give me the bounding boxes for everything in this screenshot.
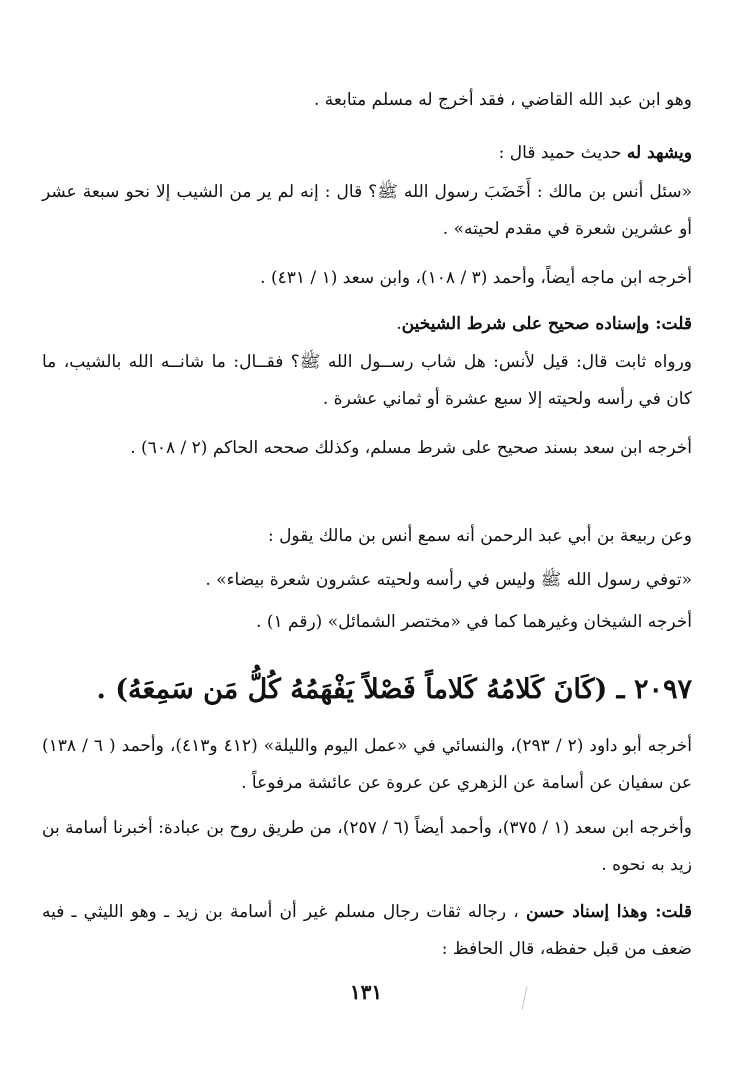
paragraph-9: «توفي رسول الله ﷺ وليس في رأسه ولحيته عشرون شعرة بيضاء» . (205, 570, 692, 590)
paragraph-1: وهو ابن عبد الله القاضي ، فقد أخرج له مسلم متابعة . (313, 90, 692, 110)
page-number: ١٣١ (349, 980, 383, 1004)
paragraph-12: وأخرجه ابن سعد (١ / ٣٧٥)، وأحمد أيضاً (٦ / ٢٥٧)، من طريق روح بن عبادة: أخبرنا أسامة بن زيد به نحوه . (42, 818, 692, 875)
paragraph-2: ويشهد له حديث حميد قال : (498, 143, 692, 163)
paragraph-4: أخرجه ابن ماجه أيضاً، وأحمد (٣ / ١٠٨)، وابن سعد (١ / ٤٣١) . (260, 268, 692, 288)
paragraph-10: أخرجه الشيخان وغيرهما كما في «مختصر الشمائل» (رقم ١) . (256, 612, 692, 632)
paragraph-3: «سئل أنس بن مالك : أَخَضَبَ رسول الله ﷺ؟ قال : إنه لم ير من الشيب إلا نحو سبعة عشر أو عشرين شعرة في مقدم لحيته» . (42, 182, 692, 239)
paragraph-7: أخرجه ابن سعد بسند صحيح على شرط مسلم، وكذلك صححه الحاكم (٢ / ٦٠٨) . (130, 438, 692, 458)
paragraph-5: قلت: وإسناده صحيح على شرط الشيخين. (396, 314, 692, 334)
paragraph-11: أخرجه أبو داود (٢ / ٢٩٣)، والنسائي في «عمل اليوم والليلة» (٤١٢ و٤١٣)، وأحمد ( ٦ / ١٣٨) عن سفيان عن أسامة عن الزهري عن عروة عن عائشة مرفوعاً . (42, 736, 692, 793)
paragraph-8: وعن ربيعة بن أبي عبد الرحمن أنه سمع أنس بن مالك يقول : (267, 526, 692, 546)
hadith-heading: ٢٠٩٧ ـ (كَانَ كَلامُهُ كَلاماً فَصْلاً يَفْهَمُهُ كُلُّ مَن سَمِعَهُ) . (96, 674, 692, 705)
paragraph-6: ورواه ثابت قال: قيل لأنس: هل شاب رســول الله ﷺ؟ فقــال: ما شانــه الله بالشيب، ما كان في رأسه ولحيته إلا سبع عشرة أو ثماني عشرة . (42, 352, 692, 409)
paragraph-13: قلت: وهذا إسناد حسن ، رجاله ثقات رجال مسلم غير أن أسامة بن زيد ـ وهو الليثي ـ فيه ضعف من قبل حفظه، قال الحافظ : (42, 902, 692, 959)
